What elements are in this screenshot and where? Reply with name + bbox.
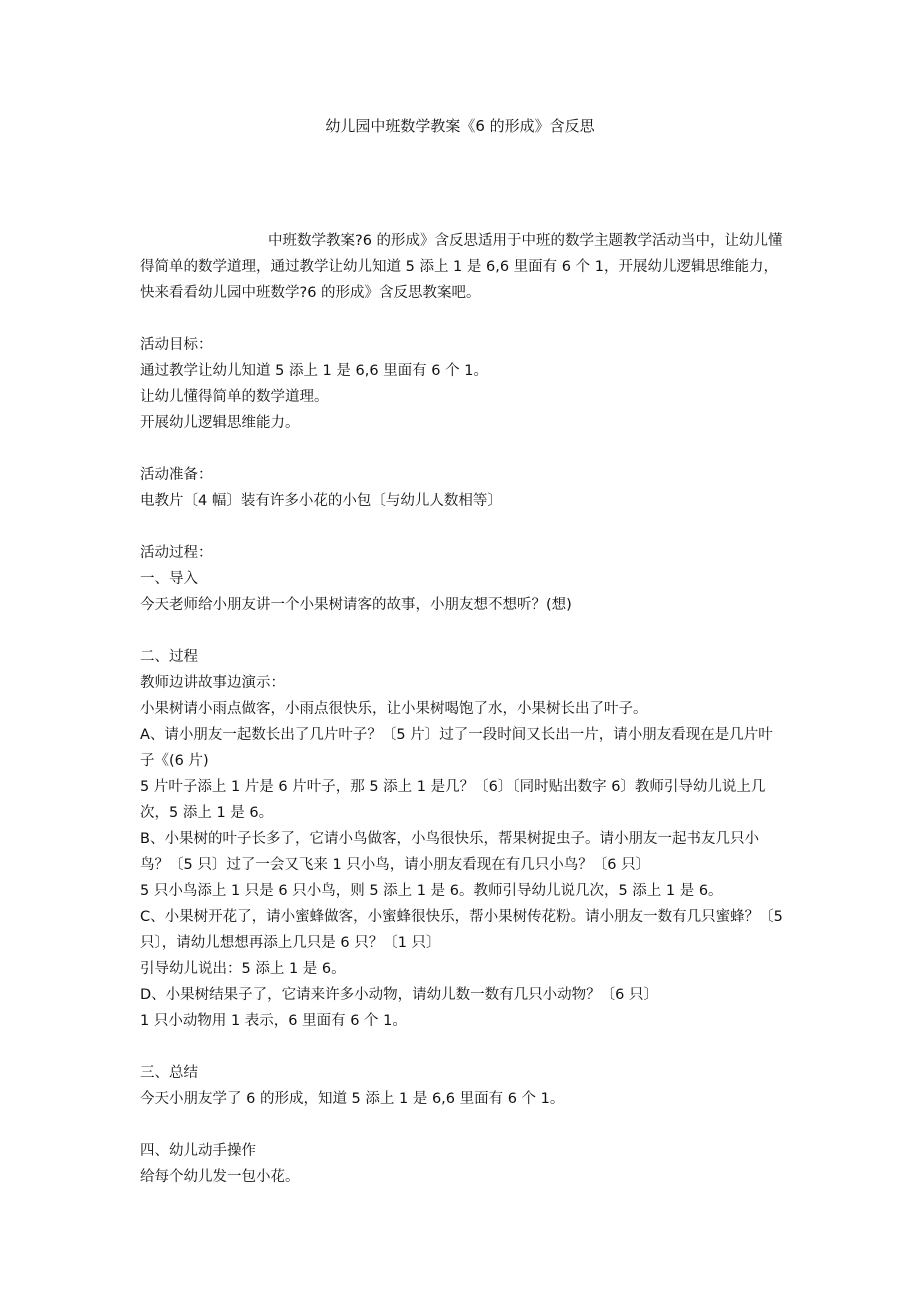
spacer: [140, 618, 785, 644]
spacer: [140, 1034, 785, 1060]
goals-heading: 活动目标：: [140, 337, 213, 353]
section-line: 小果树请小雨点做客，小雨点很快乐，让小果树喝饱了水，小果树长出了叶子。: [140, 701, 648, 717]
section-text: 今天老师给小朋友讲一个小果树请客的故事，小朋友想不想听？(想): [140, 597, 572, 613]
section-line: 5 只小鸟添上 1 只是 6 只小鸟，则 5 添上 1 是 6。教师引导幼儿说几次，5 添上 1 是 6。: [140, 883, 723, 899]
section-line: D、小果树结果子了，它请来许多小动物，请幼儿数一数有几只小动物？〔6 只〕: [140, 987, 658, 1003]
goal-item: 通过教学让幼儿知道 5 添上 1 是 6,6 里面有 6 个 1。: [140, 363, 488, 379]
section-line: 1 只小动物用 1 表示，6 里面有 6 个 1。: [140, 1013, 407, 1029]
goal-item: 开展幼儿逻辑思维能力。: [140, 415, 300, 431]
section-line: A、请小朋友一起数长出了几片叶子？〔5 片〕过了一段时间又长出一片，请小朋友看现在是几片叶子《(6 片): [140, 727, 773, 769]
section-heading: 三、总结: [140, 1065, 198, 1081]
section-text: 给每个幼儿发一包小花。: [140, 1169, 300, 1185]
spacer: [140, 306, 785, 332]
document-title: 幼儿园中班数学教案《6 的形成》含反思: [325, 117, 595, 135]
process-heading: 活动过程：: [140, 545, 213, 561]
section-heading: 一、导入: [140, 571, 198, 587]
section-heading: 二、过程: [140, 649, 198, 665]
intro-paragraph: 中班数学教案?6 的形成》含反思适用于中班的数学主题教学活动当中，让幼儿懂得简单的数学道理，通过教学让幼儿知道 5 添上 1 是 6,6 里面有 6 个 1，开展幼儿逻辑思维能力，快来看看幼儿园中班数学?6 的形成》含反思教案吧。: [140, 233, 783, 301]
section-line: C、小果树开花了，请小蜜蜂做客，小蜜蜂很快乐，帮小果树传花粉。请小朋友一数有几只蜜蜂？〔5 只〕，请幼儿想想再添上几只是 6 只？〔1 只〕: [140, 909, 783, 951]
document-body: [140, 228, 785, 1190]
section-text: 今天小朋友学了 6 的形成，知道 5 添上 1 是 6,6 里面有 6 个 1。: [140, 1091, 565, 1107]
section-line: 5 片叶子添上 1 片是 6 片叶子，那 5 添上 1 是几？〔6〕〔同时贴出数字 6〕教师引导幼儿说上几次，5 添上 1 是 6。: [140, 779, 766, 821]
section-line: B、小果树的叶子长多了，它请小鸟做客，小鸟很快乐，帮果树捉虫子。请小朋友一起书友几只小鸟？〔5 只〕过了一会又飞来 1 只小鸟，请小朋友看现在有几只小鸟？〔6 只〕: [140, 831, 759, 873]
goal-item: 让幼儿懂得简单的数学道理。: [140, 389, 329, 405]
section-line: 教师边讲故事边演示：: [140, 675, 285, 691]
spacer: [140, 1112, 785, 1138]
section-heading: 四、幼儿动手操作: [140, 1143, 256, 1159]
prep-text: 电教片〔4 幅〕装有许多小花的小包〔与幼儿人数相等〕: [140, 493, 502, 509]
section-line: 引导幼儿说出：5 添上 1 是 6。: [140, 961, 346, 977]
spacer: [140, 436, 785, 462]
spacer: [140, 514, 785, 540]
prep-heading: 活动准备：: [140, 467, 213, 483]
